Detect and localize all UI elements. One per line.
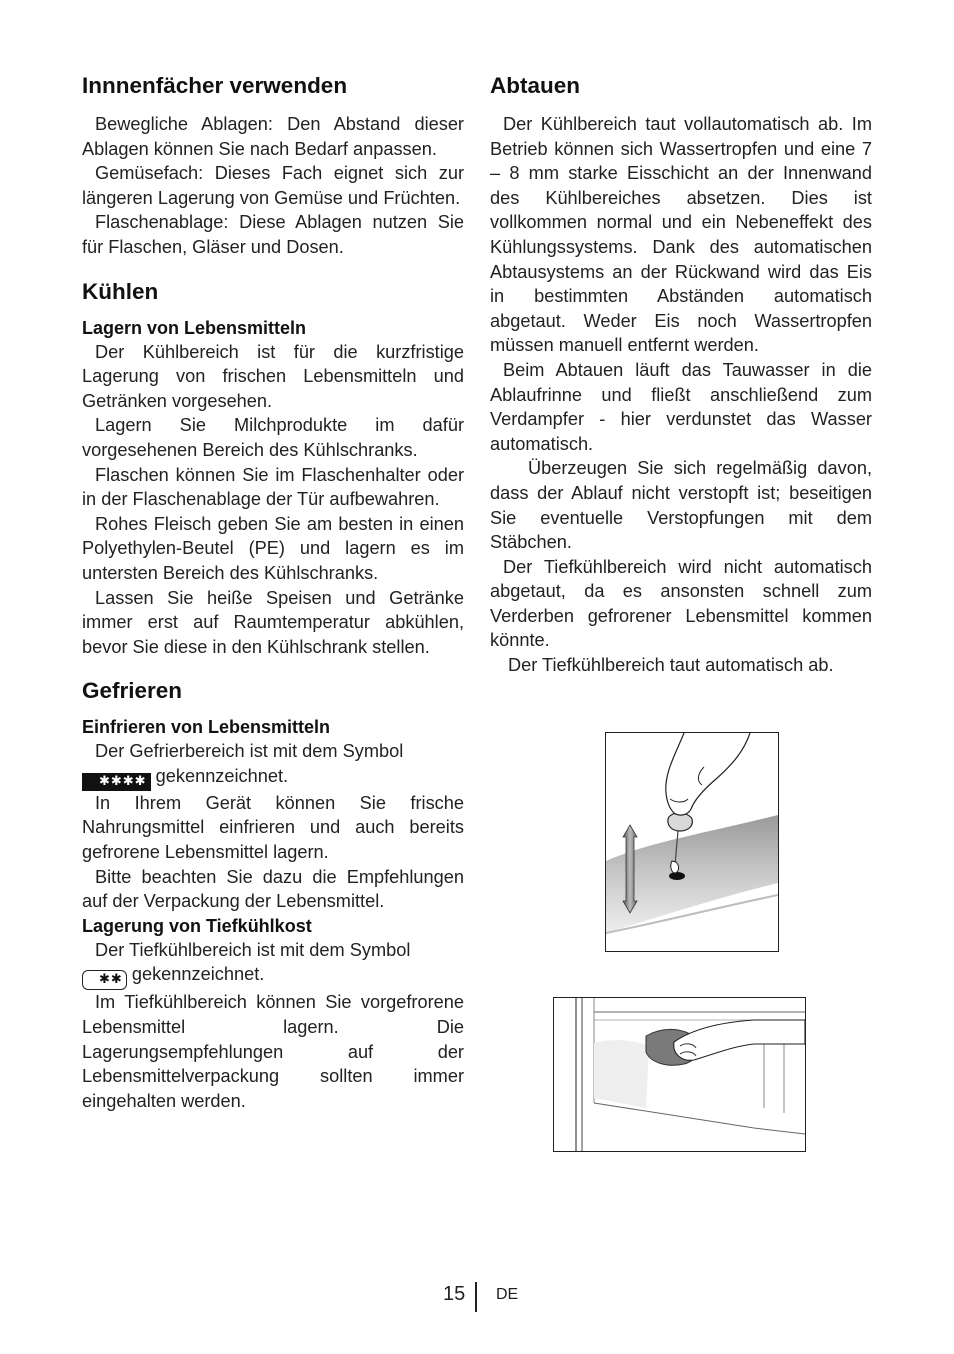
- paragraph: Überzeugen Sie sich regelmäßig davon, dass der Ablauf nicht verstopft ist; beseitigen Sie eventuelle Verstopfungen mit dem Stäbchen.: [490, 458, 872, 553]
- drain-cleaning-illustration: [605, 732, 779, 952]
- paragraph: Flaschen können Sie im Flaschenhalter oder in der Flaschenablage der Tür aufbewahren.: [82, 464, 464, 510]
- two-star-freezer-symbol-icon: ✱✱: [82, 970, 127, 990]
- paragraph: Im Tiefkühlbereich können Sie vorgefrorene Lebensmittel lagern. Die Lagerungsempfehlungen auf der Lebensmittelverpackung sollten immer eingehalten werden.: [82, 992, 464, 1111]
- paragraph: Der Kühlbereich taut vollautomatisch ab. Im Betrieb können sich Wassertropfen und eine 7 – 8 mm starke Eisschicht an der Innenwand des Kühlbereiches absetzen. Dies ist vollkommen normal und ein Nebeneffekt des Kühlungssystems. Dank des automatischen Abtausystems an der Rückwand wird das Eis in bestimmten Abständen automatisch abgetaut. Weder Eis noch Wassertropfen müssen manuell entfernt werden.: [490, 114, 872, 356]
- paragraph-text: Der Gefrierbereich ist mit dem Symbol: [95, 741, 404, 762]
- paragraph: Der Kühlbereich ist für die kurzfristige Lagerung von frischen Lebensmitteln und Getränken vorgesehen.: [82, 341, 464, 411]
- paragraph-text: Der Tiefkühlbereich ist mit dem Symbol: [95, 939, 411, 960]
- wiping-drawing: [554, 998, 805, 1151]
- four-star-freezer-symbol-icon: ✱✱✱✱: [82, 773, 151, 791]
- paragraph: Lagern Sie Milchprodukte im dafür vorgesehenen Bereich des Kühlschranks.: [82, 415, 464, 460]
- footer-divider: [475, 1282, 477, 1312]
- paragraph: Bitte beachten Sie dazu die Empfehlungen auf der Verpackung der Lebensmittel.: [82, 866, 464, 912]
- subheading-lagerung-tiefkuehlkost: Lagerung von Tiefkühlkost: [82, 915, 312, 936]
- paragraph: Flaschenablage: Diese Ablagen nutzen Sie für Flaschen, Gläser und Dosen.: [82, 212, 464, 257]
- paragraph-symbol-2: [82, 938, 464, 991]
- page-footer: [0, 1280, 954, 1320]
- paragraph-text: gekennzeichnet.: [131, 964, 265, 985]
- subheading-einfrieren: Einfrieren von Lebensmitteln: [82, 717, 331, 738]
- wiping-illustration: [553, 997, 806, 1152]
- left-column: [82, 72, 464, 1113]
- paragraph: Gemüsefach: Dieses Fach eignet sich zur längeren Lagerung von Gemüse und Früchten.: [82, 163, 464, 208]
- subheading-lagern: Lagern von Lebensmitteln: [82, 317, 307, 338]
- paragraph: Lassen Sie heiße Speisen und Getränke immer erst auf Raumtemperatur abkühlen, bevor Sie diese in den Kühlschrank stellen.: [82, 587, 464, 657]
- right-column: [490, 72, 872, 678]
- paragraph: Rohes Fleisch geben Sie am besten in einen Polyethylen-Beutel (PE) und lagern es im untersten Bereich des Kühlschranks.: [82, 513, 464, 583]
- paragraph: In Ihrem Gerät können Sie frische Nahrungsmittel einfrieren und auch bereits gefrorene Lebensmittel lagern.: [82, 792, 464, 863]
- paragraph: Bewegliche Ablagen: Den Abstand dieser Ablagen können Sie nach Bedarf anpassen.: [82, 114, 464, 159]
- paragraph-text: gekennzeichnet.: [155, 765, 289, 786]
- paragraph: Der Tiefkühlbereich wird nicht automatisch abgetaut, da es ansonsten schnell zum Verderben gefrorener Lebensmittel kommen könnte.: [490, 556, 872, 651]
- page-number: 15: [443, 1283, 466, 1305]
- language-code: DE: [496, 1286, 519, 1303]
- section-heading-abtauen: Abtauen: [490, 73, 580, 98]
- section-heading-gefrieren: Gefrieren: [82, 678, 183, 704]
- paragraph: Beim Abtauen läuft das Tauwasser in die Ablaufrinne und fließt anschließend zum Verdampfer - hier verdunstet das Wasser automatisch.: [490, 359, 872, 454]
- paragraph: Der Tiefkühlbereich taut automatisch ab.: [508, 655, 834, 676]
- section-heading-kuehlen: Kühlen: [82, 278, 159, 304]
- paragraph-symbol-1: [82, 739, 464, 791]
- section-heading-innenfaecher: Innnenfächer verwenden: [82, 73, 348, 98]
- drain-cleaning-drawing: [606, 733, 778, 951]
